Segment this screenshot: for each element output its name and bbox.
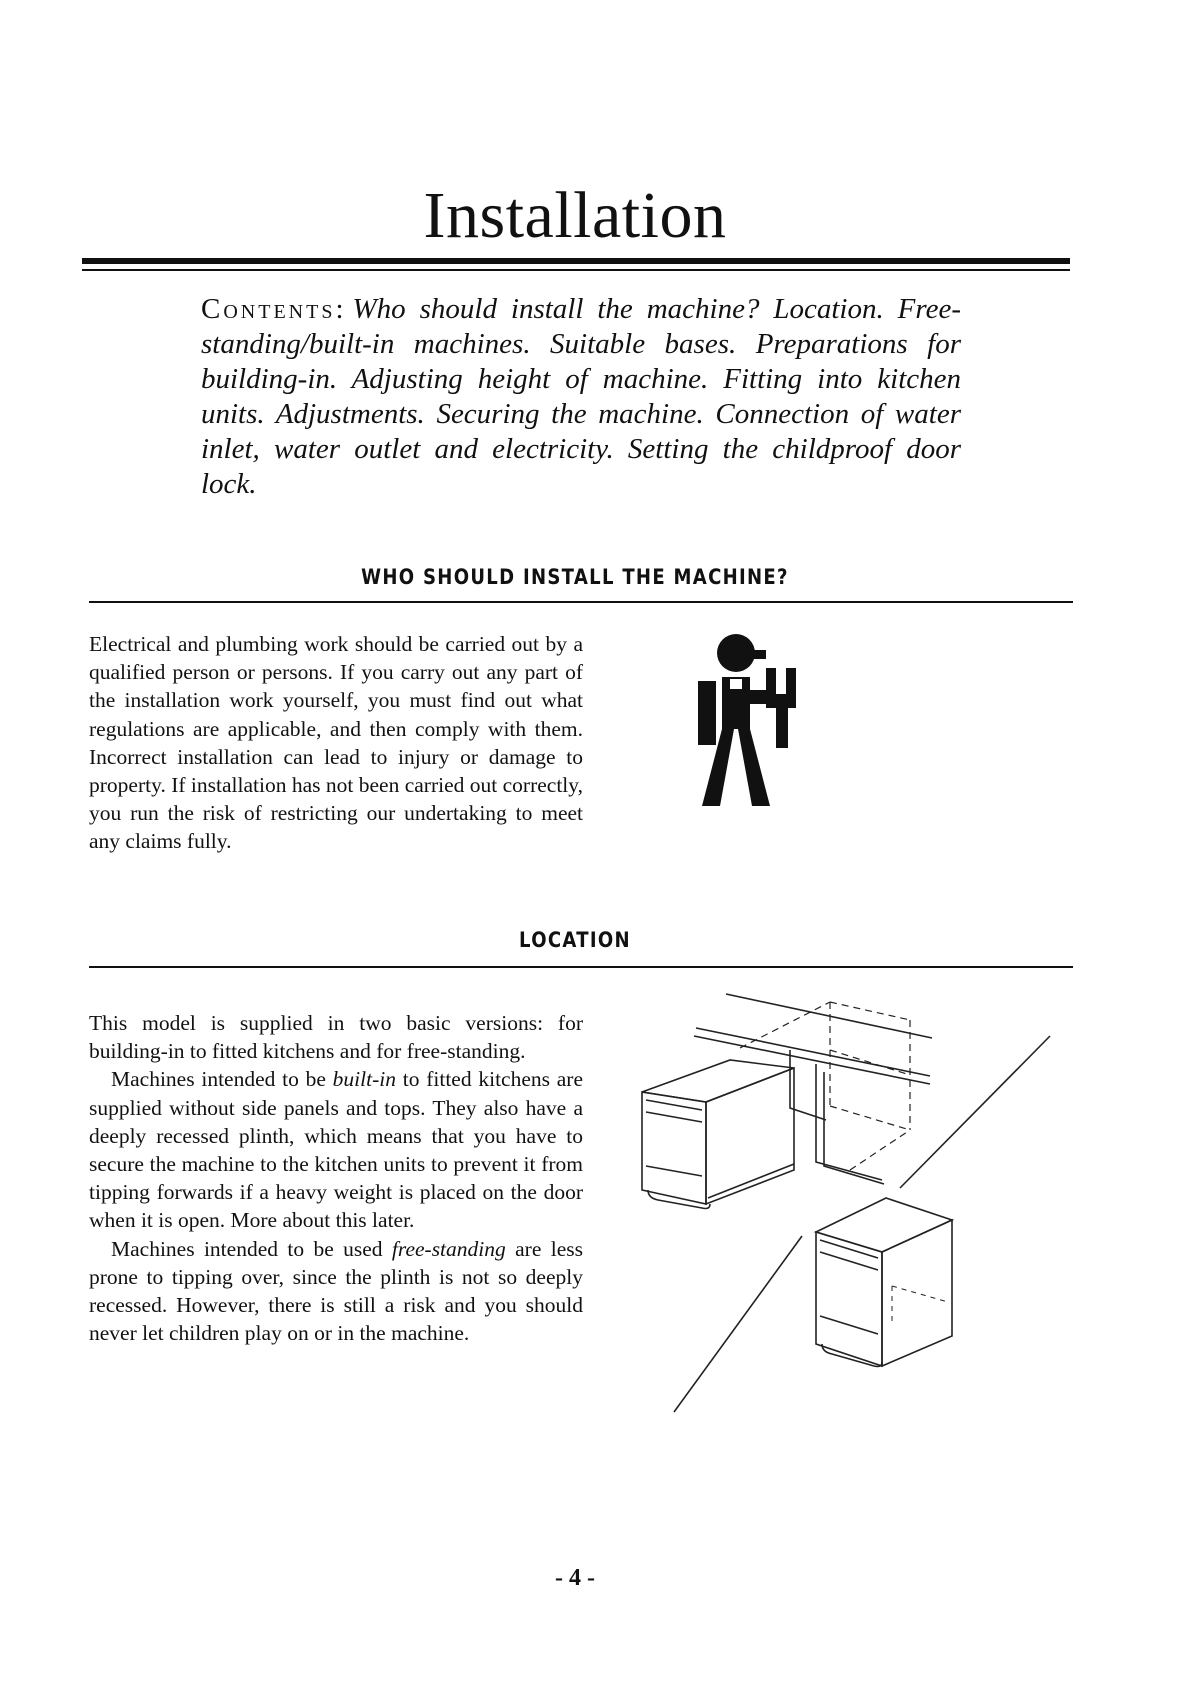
contents-lead: Contents: [201, 293, 347, 325]
section-rule-location [89, 966, 1073, 968]
section-heading-location: LOCATION [519, 928, 631, 952]
contents-summary [201, 292, 961, 502]
location-paragraph-2 [89, 1065, 583, 1234]
title-rule-thin [82, 269, 1070, 271]
location-p2-emphasis: built-in [332, 1067, 396, 1092]
title-rule-thick [82, 258, 1070, 264]
page-title: Installation [423, 179, 727, 252]
section-heading-who-should-install: WHO SHOULD INSTALL THE MACHINE? [361, 565, 789, 589]
location-p3-emphasis: free-standing [391, 1236, 506, 1261]
location-text [89, 1009, 583, 1347]
section-rule-who [89, 601, 1073, 603]
location-p3-text-a: Machines intended to be used [111, 1236, 392, 1261]
location-p3-text-b: are less prone to tipping over, since the plinth is not so deeply recessed. However, there is still a risk and you should never let children play on or in the machine. [89, 1236, 584, 1346]
who-should-install-text [89, 630, 583, 856]
location-p2-text-a: Machines intended to be [111, 1067, 333, 1092]
page-number: - 4 - [555, 1565, 595, 1591]
location-p2-text-b: to fitted kitchens are supplied without side panels and tops. They also have a deeply recessed plinth, which means that you have to secure the machine to the kitchen units to prevent it from tipping forwards if a heavy weight is placed on the door when it is open. More about this later. [89, 1067, 583, 1233]
location-paragraph-3 [89, 1235, 583, 1348]
who-paragraph: Electrical and plumbing work should be carried out by a qualified person or persons. If you carry out any part of the installation work yourself, you must find out what regulations are applicable, and then comply with them. Incorrect installation can lead to injury or damage to property. If installation has not been carried out correctly, you run the risk of restricting our undertaking to meet any claims fully. [89, 632, 583, 854]
installer-with-wrench-icon [690, 628, 840, 808]
location-paragraph-1: This model is supplied in two basic versions: for building-in to fitted kitchens and for free-standing. [89, 1011, 583, 1064]
built-in-and-free-standing-dishwashers-illustration [630, 980, 1070, 1430]
contents-text: Who should install the machine? Location. Free-standing/built-in machines. Suitable bases. Preparations for building-in. Adjusting height of machine. Fitting into kitchen units. Adjustments. Securing the machine. Connection of water inlet, water outlet and electricity. Setting the childproof door lock. [201, 293, 961, 500]
